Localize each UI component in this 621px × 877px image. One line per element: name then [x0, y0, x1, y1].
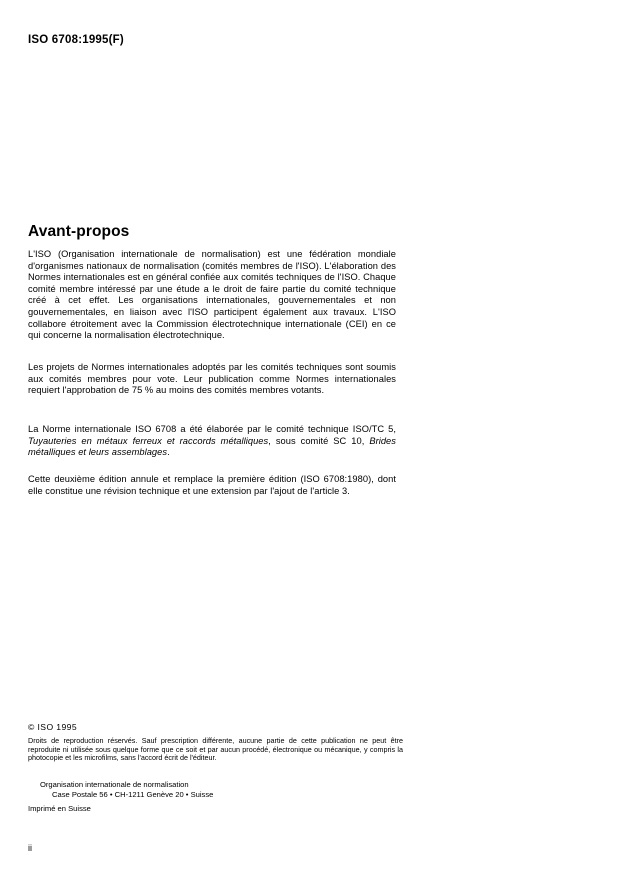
copyright-notice: © ISO 1995: [28, 722, 78, 732]
paragraph-2: Les projets de Normes internationales adoptés par les comités techniques sont soumis aux comités membres pour vote. Leur publication comme Normes internationales requiert l'approbation de 75 % au moins des comités membres votants.: [28, 362, 396, 396]
printed-in: Imprimé en Suisse: [28, 804, 91, 813]
paragraph-1: L'ISO (Organisation internationale de normalisation) est une fédération mondiale d'organismes nationaux de normalisation (comités membres de l'ISO). L'élaboration des Normes internationales est en général confiée aux comités techniques de l'ISO. Chaque comité membre intéressé par une étude a le droit de faire partie du comité technique créé à cet effet. Les organisations internationales, gouvernementales et non gouvernementales, en liaison avec l'ISO participent également aux travaux. L'ISO collabore étroitement avec la Commission électrotechnique internationale (CEI) en ce qui concerne la normalisation électrotechnique.: [28, 249, 396, 341]
paragraph-3-italic-committee: Tuyauteries en métaux ferreux et raccords métalliques: [28, 435, 269, 446]
publisher-address: Case Postale 56 • CH-1211 Genève 20 • Suisse: [52, 790, 214, 799]
paragraph-3-text-before: La Norme internationale ISO 6708 a été élaborée par le comité technique ISO/TC 5,: [28, 424, 396, 434]
page-title: Avant-propos: [28, 223, 130, 241]
publisher-name: Organisation internationale de normalisation: [40, 780, 189, 789]
paragraph-3-italic-subcommittee: Brides métalliques et leurs assemblages: [28, 435, 396, 458]
running-header: ISO 6708:1995(F): [28, 34, 124, 46]
publisher-block: [40, 780, 213, 800]
rights-statement: Droits de reproduction réservés. Sauf prescription différente, aucune partie de cette publication ne peut être reproduite ni utilisée sous quelque forme que ce soit et par aucun procédé, électronique ou mécanique, y compris la photocopie et les microfilms, sans l'accord écrit de l'éditeur.: [28, 736, 403, 763]
page-number: ii: [28, 843, 32, 853]
paragraph-3: [28, 424, 396, 459]
paragraph-3-text-after: .: [167, 447, 170, 458]
paragraph-4: Cette deuxième édition annule et remplace la première édition (ISO 6708:1980), dont elle constitue une révision technique et une extension par l'ajout de l'article 3.: [28, 474, 396, 496]
paragraph-3-text-middle: , sous comité SC 10,: [268, 435, 370, 446]
